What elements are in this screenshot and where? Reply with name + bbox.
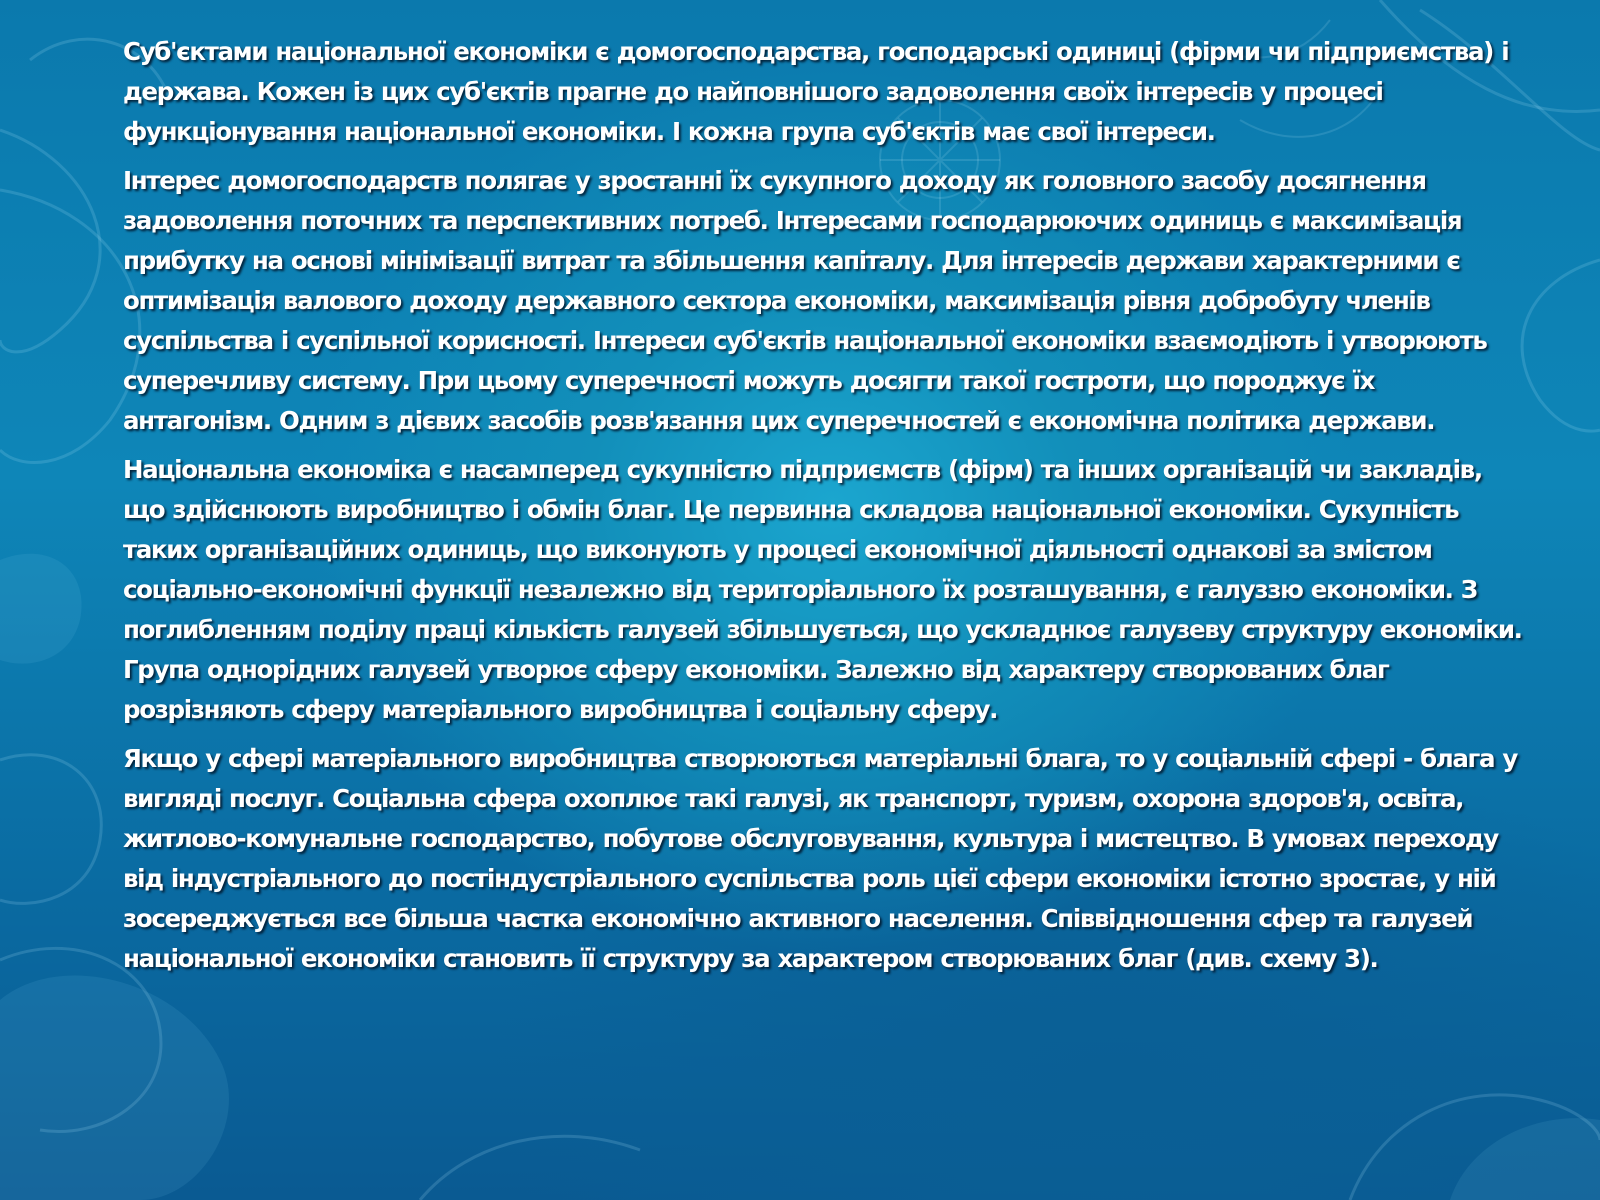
paragraph-subjects: Суб'єктами національної економіки є домогосподарства, господарські одиниці (фірми чи підприємства) і держава. Кожен із цих суб'єктів прагне до найповнішого задоволення своїх інтересів у процесі функціонування національної економіки. І кожна група суб'єктів має свої інтереси. — [123, 37, 1509, 146]
slide-body — [123, 32, 1523, 988]
paragraph-social-sphere: Якщо у сфері матеріального виробництва створюються матеріальні блага, то у соціальній сфері - блага у вигляді послуг. Соціальна сфера охоплює такі галузі, як транспорт, туризм, охорона здоров'я, освіта, житлово-комунальне господарство, побутове обслуговування, культура і мистецтво. В умовах переходу від індустріального до постіндустріального суспільства роль цієї сфери економіки істотно зростає, у ній зосереджується все більша частка економічно активного населення. Співвідношення сфер та галузей національної економіки становить її структуру за характером створюваних благ (див. схему 3). — [123, 744, 1517, 973]
paragraph-branches: Національна економіка є насамперед сукупністю підприємств (фірм) та інших організацій чи закладів, що здійснюють виробництво і обмін благ. Це первинна складова національної економіки. Сукупність таких організаційних одиниць, що виконують у процесі економічної діяльності однакові за змістом соціально-економічні функції незалежно від територіального їх розташування, є галуззю економіки. З поглибленням поділу праці кількість галузей збільшується, що ускладнює галузеву структуру економіки. Група однорідних галузей утворює сферу економіки. Залежно від характеру створюваних благ розрізняють сферу матеріального виробництва і соціальну сферу. — [123, 455, 1522, 724]
paragraph-interests: Інтерес домогосподарств полягає у зростанні їх сукупного доходу як головного засобу досягнення задоволення поточних та перспективних потреб. Інтересами господарюючих одиниць є максимізація прибутку на основі мінімізації витрат та збільшення капіталу. Для інтересів держави характерними є оптимізація валового доходу державного сектора економіки, максимізація рівня добробуту членів суспільства і суспільної корисності. Інтереси суб'єктів національної економіки взаємодіють і утворюють суперечливу систему. При цьому суперечності можуть досягти такої гостроти, що породжує їх антагонізм. Одним з дієвих засобів розв'язання цих суперечностей є економічна політика держави. — [123, 166, 1487, 435]
